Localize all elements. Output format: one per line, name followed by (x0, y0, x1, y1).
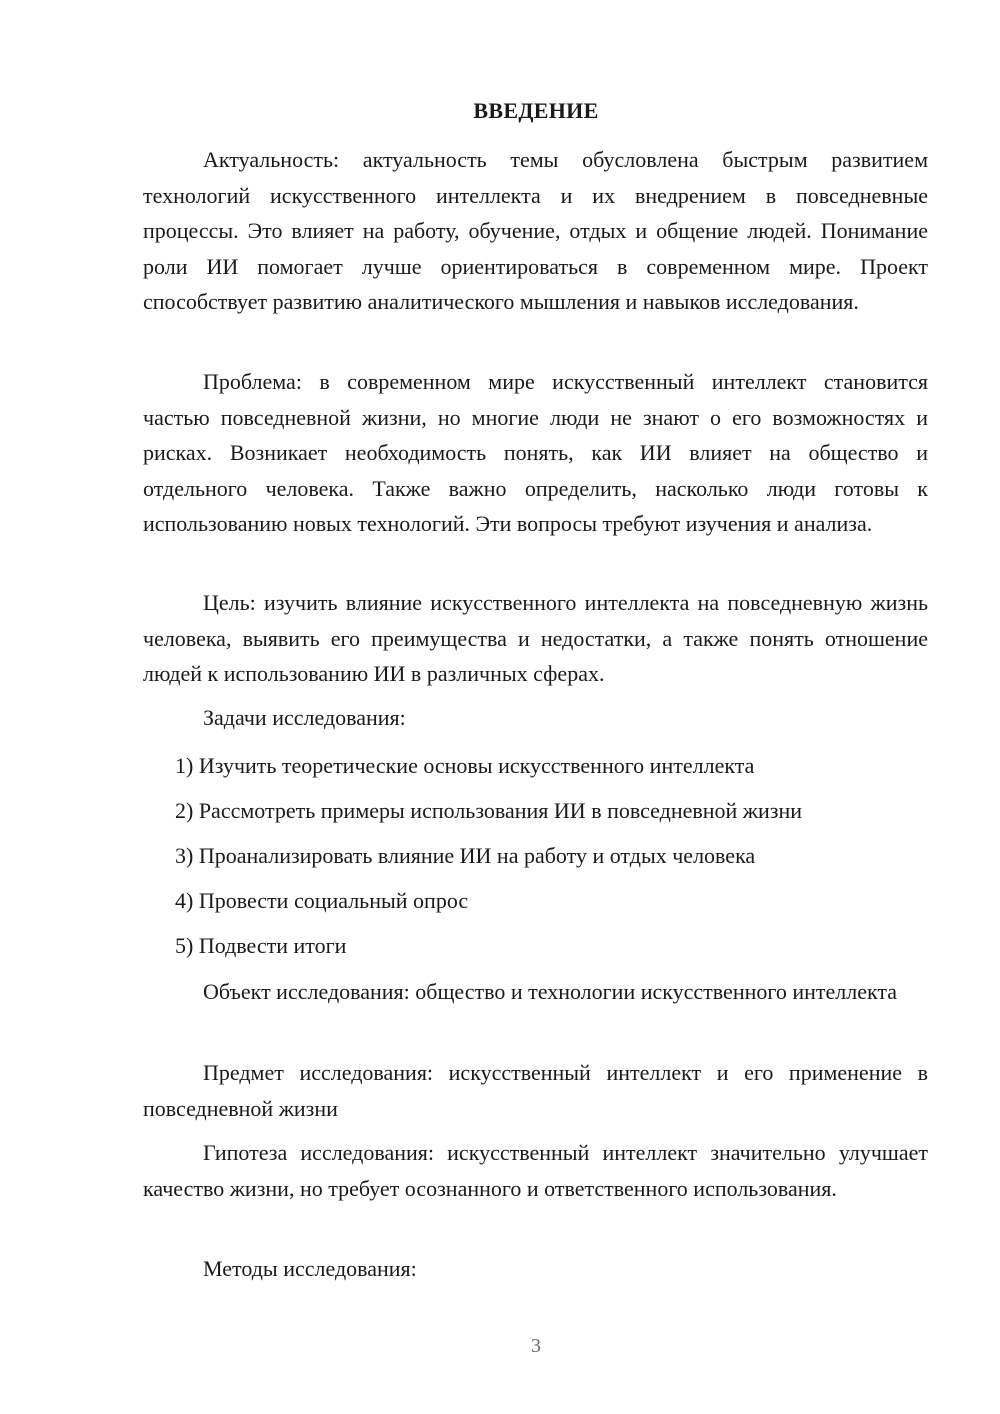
task-item: 2) Рассмотреть примеры использования ИИ в повседневной жизни (175, 798, 802, 823)
object-paragraph: Объект исследования: общество и технологии искусственного интеллекта (203, 979, 898, 1004)
goal-paragraph: Цель: изучить влияние искусственного интеллекта на повседневную жизнь человека, выявить его преимущества и недостатки, а также понять отношение людей к использованию ИИ в различных сферах. (143, 590, 928, 686)
problem-paragraph: Проблема: в современном мире искусственный интеллект становится частью повседневной жизни, но многие люди не знают о его возможностях и рисках. Возникает необходимость понять, как ИИ влияет на общество и отдельного человека. Также важно определить, насколько люди готовы к использованию новых технологий. Эти вопросы требуют изучения и анализа. (143, 369, 928, 536)
relevance-paragraph: Актуальность: актуальность темы обусловлена быстрым развитием технологий искусственного интеллекта и их внедрением в повседневные процессы. Это влияет на работу, обучение, отдых и общение людей. Понимание роли ИИ помогает лучше ориентироваться в современном мире. Проект способствует развитию аналитического мышления и навыков исследования. (143, 147, 928, 314)
section-title: ВВЕДЕНИЕ (473, 98, 599, 123)
subject-paragraph: Предмет исследования: искусственный интеллект и его применение в повседневной жизни (143, 1060, 928, 1121)
task-item: 1) Изучить теоретические основы искусственного интеллекта (175, 753, 755, 778)
methods-heading: Методы исследования: (203, 1256, 417, 1281)
page-number: 3 (531, 1335, 541, 1357)
task-item: 3) Проанализировать влияние ИИ на работу и отдых человека (175, 843, 756, 868)
task-item: 4) Провести социальный опрос (175, 888, 469, 913)
tasks-heading: Задачи исследования: (203, 705, 406, 730)
hypothesis-paragraph: Гипотеза исследования: искусственный интеллект значительно улучшает качество жизни, но требует осознанного и ответственного использования. (143, 1140, 928, 1201)
task-item: 5) Подвести итоги (175, 933, 347, 958)
